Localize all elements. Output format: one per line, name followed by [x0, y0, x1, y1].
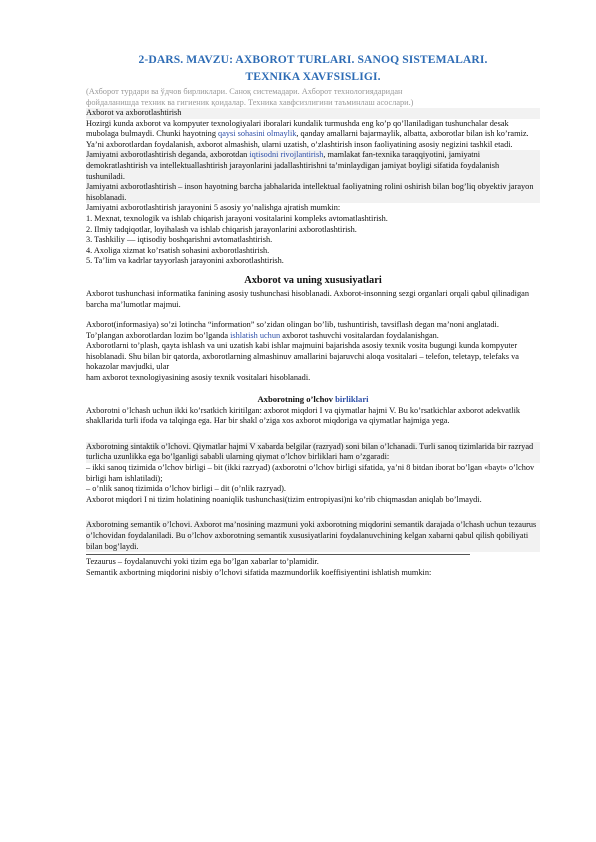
doc-subtitle-line-2: фойдаланишда техник ва гигиеник қоидалар. Техника хавфсизлигини таъминлаш асослари.) [86, 97, 414, 107]
paragraph-tashuvchi: To’plangan axborotlardan lozim bo’lganda ishlatish uchun axborot tashuvchi vositalardan foydalanishgan. [86, 330, 439, 340]
section-heading-axborotlashtirish: Axborot va axborotlashtirish [86, 108, 540, 119]
paragraph-entropiya: Axborot miqdori I ni tizim holatining noaniqlik tushunchasi(tizim entropiyasi)ni ko’rib chiqmasdan aniqlab bo’lmaydi. [86, 494, 482, 504]
paragraph-texnik-vosita: Axborotlarni to’plash, qayta ishlash va uni uzatish kabi ishlar majmuini bajarishda asosiy texnik vosita bugungi kunda kompyuter hisoblanadi. Shu bilan bir qatorda, axborotlarning almashinuv amallarini bajaruvchi aloqa vositalari – telefon, teletayp, telefaks va hokazolar mavjudki, ular [86, 341, 519, 372]
paragraph-jamiyat-def: Jamiyatni axborotlashtirish deganda, axborotdan iqtisodni rivojlantirish, mamlakat fan-texnika taraqqiyotini, jamiyatni demokratlashtirish va intellektuallashtirish jarayonlarini jadallashtirishni ta’minlaydigan jamiyat boyligi sifatida foydalanish tushuniladi. [86, 150, 540, 182]
paragraph-dit: – o’nlik sanoq tizimida o’lchov birligi – dit (o’nlik razryad). [86, 484, 287, 494]
list-item: 2. Ilmiy tadqiqotlar, loyihalash va ishlab chiqarish jarayonlarini axborotlashtirish. [86, 224, 357, 234]
paragraph-directions-intro: Jamiyatni axborotlashtirish jarayonini 5 asosiy yo’nalishga ajratish mumkin: [86, 203, 341, 213]
list-item: 4. Axoliga xizmat ko’rsatish sohasini axborotlashtirish. [86, 245, 270, 255]
paragraph-semantik: Axborotning semantik o’lchovi. Axborot ma’nosining mazmuni yoki axborotning miqdorini semantik darajada o’lchash uchun tezaurus o’lchovidan foydalaniladi. Bu o’lchov axborotning semantik xususiyatlarini foydalanuvchining kelgan xabarni qabul qilish qobiliyati bilan bog’laydi. [86, 520, 540, 552]
paragraph-information-etymology: Axborot(informasiya) so’zi lotincha “information” so’zidan olingan bo’lib, tushuntirish, tavsiflash degan ma’noni anglatadi. [86, 320, 499, 330]
list-item: 1. Mexnat, texnologik va ishlab chiqarish jarayoni vositalarini kompleks avtomatlashtirish. [86, 213, 388, 223]
heading-axborot-xususiyatlari: Axborot va uning xususiyatlari [244, 274, 382, 286]
doc-subtitle-line-1: (Ахборот турдари ва ўдчов бирликлари. Саноқ системадари. Ахборот технологиядаридан [86, 87, 403, 96]
paragraph-olchash: Axborotni o’lchash uchun ikki ko’rsatkich kiritilgan: axborot miqdori I va qiymatlar hajmi V. Bu ko’rsatkichlar axborot adekvatlik shakllarida turli ifoda va talqinga ega. Har bir shakl o’ziga xos axborot miqdoriga va qiymatlar hajmiga yega. [86, 405, 521, 426]
paragraph-koeffisiyent: Semantik axbortning miqdorini nisbiy o’lchovi sifatida mazmundorlik koeffisiyentini ishlatish mumkin: [86, 567, 432, 577]
doc-title-line-2: TEXNIKA XAVFSISLIGI. [245, 70, 381, 83]
heading-olchov-birliklari: Axborotning o’lchov birliklari [257, 393, 369, 404]
paragraph-jamiyat-process: Jamiyatni axborotlashtirish – inson hayotning barcha jabhalarida intellektual faoliyatning rolini oshirish bilan bog’liq obyektiv jarayon hisoblanadi. [86, 182, 540, 203]
paragraph-axborot-def: Axborot tushunchasi informatika fanining asosiy tushunchasi hisoblanadi. Axborot-insonning sezgi organlari orqali qabul qilinadigan barcha ma’lumotlar majmui. [86, 288, 529, 309]
paragraph-texnik-vosita-end: ham axborot texnologiyasining asosiy texnik vositalari hisoblanadi. [86, 373, 311, 383]
footnote-divider [86, 554, 470, 555]
link-iqtisodni[interactable]: iqtisodni rivojlantirish [249, 150, 324, 160]
link-birliklari[interactable]: birliklari [335, 393, 369, 404]
link-ishlatish-uchun[interactable]: ishlatish uchun [230, 330, 281, 340]
paragraph-tezaurus: Tezaurus – foydalanuvchi yoki tizim ega bo’lgan xabarlar to’plamidir. [86, 557, 319, 567]
paragraph-bit: – ikki sanoq tizimida o’lchov birligi – bit (ikki razryad) (axborotni o’lchov birligi sifatida, ya’ni 8 bitdan iborat bo’lgan «bayt» o’lchov birligi ham ishlatiladi); [86, 463, 535, 483]
paragraph-sintaktik: Axborotning sintaktik o’lchovi. Qiymatlar hajmi V xabarda belgilar (razryad) soni bilan o’lchanadi. Turli sanoq tizimlarida bir razryad turlicha uzunlikka ega bo’lganligi sababli ularning qiymat o’lchov birliklari ham o’zgaradi: [86, 442, 540, 463]
link-qaysi-sohasini[interactable]: qaysi sohasini olmaylik [218, 129, 297, 139]
doc-title-line-1: 2-DARS. MAVZU: AXBOROT TURLARI. SANOQ SISTEMALARI. [138, 53, 488, 66]
paragraph-intro: Hozirgi kunda axborot va kompyuter texnologiyalari iboralari kundalik turmushda eng ko’p qo’llaniladigan tushunchalar desak mubolaga bulmaydi. Chunki hayotning qaysi sohasini olmaylik, qanday amallarni bajarmaylik, albatta, axborotlar bilan ish ko’ramiz. Ya’ni axborotlardan foydalanish, axborot almashish, ularni uzatish, o’zlashtirish inson faoliyatining asosiy negizini tashkil etadi. [86, 118, 529, 149]
list-item: 3. Tashkiliy — iqtisodiy boshqarishni avtomatlashtirish. [86, 235, 273, 245]
list-item: 5. Ta’lim va kadrlar tayyorlash jarayonini axborotlashtirish. [86, 256, 284, 266]
